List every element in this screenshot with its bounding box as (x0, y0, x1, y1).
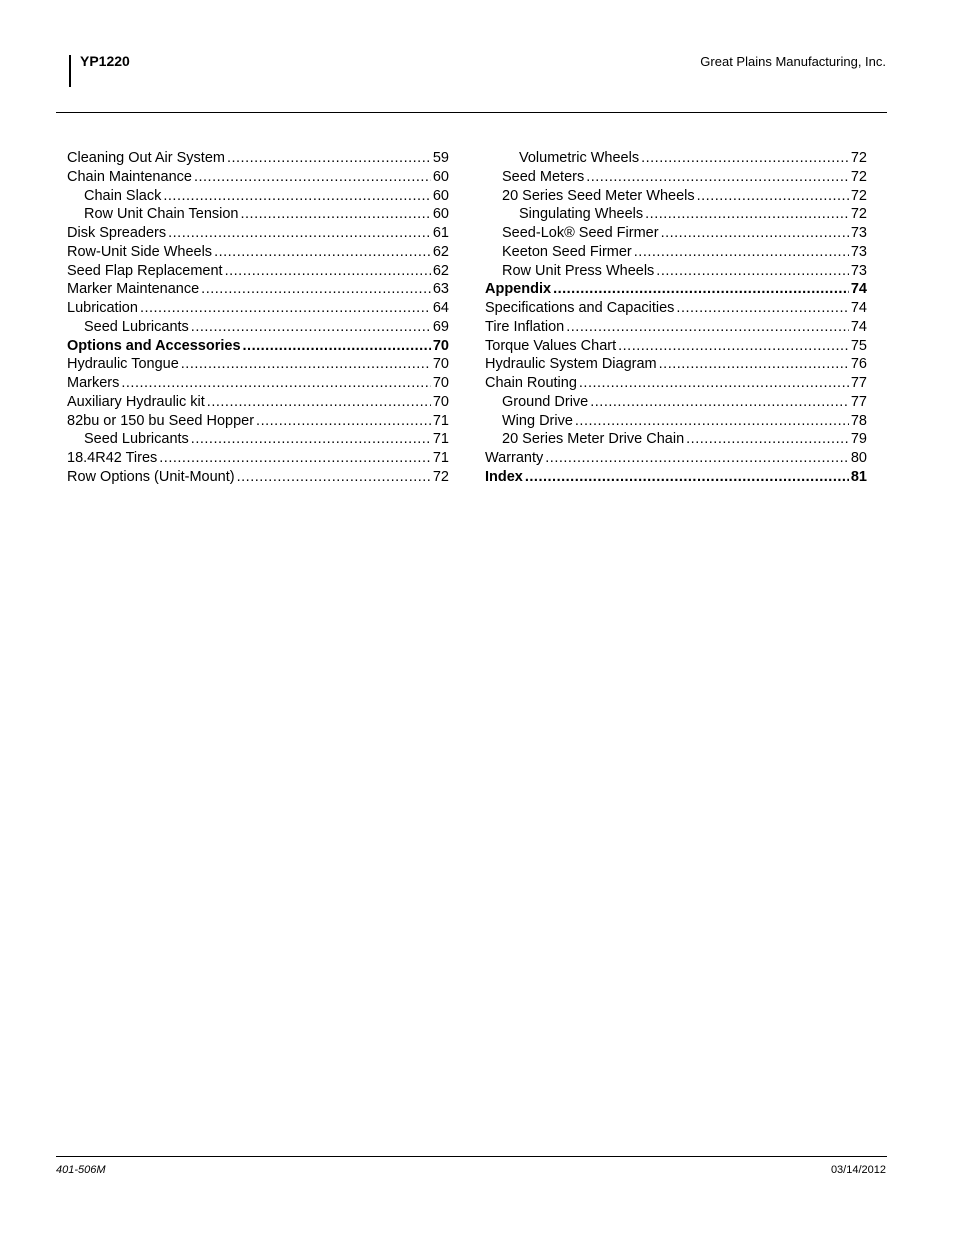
toc-entry[interactable] (485, 187, 867, 206)
toc-entry-title: Disk Spreaders (67, 225, 167, 241)
toc-entry-page: 72 (850, 187, 867, 204)
toc-entry[interactable] (67, 168, 449, 187)
toc-entry-title: Tire Inflation (485, 318, 565, 335)
toc-entry-title: Torque Values Chart (485, 337, 617, 354)
toc-entry-page: 62 (432, 243, 449, 260)
toc-entry[interactable] (485, 374, 867, 393)
toc-dot-leader (676, 299, 848, 318)
toc-entry-title: Seed Lubricants (84, 318, 189, 335)
toc-dot-leader (237, 468, 431, 487)
toc-entry[interactable] (485, 318, 867, 337)
toc-entry[interactable] (485, 243, 867, 262)
toc-entry[interactable] (67, 430, 449, 449)
toc-entry-page: 77 (850, 375, 867, 391)
toc-dot-leader (140, 299, 431, 318)
toc-entry-title: 18.4R42 Tires (67, 450, 158, 466)
toc-dot-leader (225, 262, 431, 281)
toc-dot-leader (201, 280, 431, 299)
header-margin-bar (69, 55, 71, 87)
toc-entry-title: Chain Maintenance (67, 168, 192, 185)
toc-dot-leader (121, 374, 430, 393)
toc-dot-leader (545, 449, 849, 468)
toc-dot-leader (194, 168, 431, 187)
toc-dot-leader (214, 243, 431, 262)
toc-entry[interactable] (67, 224, 449, 243)
toc-column-left (67, 149, 449, 487)
toc-dot-leader (586, 168, 849, 187)
toc-dot-leader (243, 337, 431, 356)
toc-entry-page: 59 (432, 150, 449, 166)
toc-entry[interactable] (67, 205, 449, 224)
toc-entry-title: Row Unit Chain Tension (84, 206, 239, 223)
toc-entry-page: 72 (850, 168, 867, 185)
toc-entry-page: 62 (432, 262, 449, 279)
toc-entry[interactable] (485, 430, 867, 449)
toc-entry-title: Appendix (485, 281, 552, 298)
toc-entry-page: 70 (432, 337, 449, 354)
toc-entry[interactable] (485, 262, 867, 281)
toc-entry-title: 20 Series Seed Meter Wheels (502, 187, 695, 204)
toc-entry[interactable] (485, 449, 867, 468)
toc-entry-title: Hydraulic Tongue (67, 356, 179, 373)
toc-entry-page: 71 (432, 412, 449, 429)
toc-entry[interactable] (485, 337, 867, 356)
toc-dot-leader (207, 393, 431, 412)
toc-entry-page: 61 (432, 225, 449, 241)
toc-entry-page: 70 (432, 393, 449, 410)
toc-entry-title: Row Unit Press Wheels (502, 262, 655, 279)
model-name: YP1220 (80, 53, 130, 69)
toc-entry[interactable] (485, 205, 867, 224)
toc-dot-leader (159, 449, 431, 468)
toc-entry-title: Wing Drive (502, 412, 573, 429)
toc-entry-page: 60 (432, 187, 449, 204)
document-number: 401-506M (56, 1164, 106, 1176)
toc-entry-page: 73 (850, 243, 867, 260)
toc-entry-title: Index (485, 468, 523, 485)
toc-column-right (485, 149, 867, 487)
toc-entry-title: Hydraulic System Diagram (485, 356, 657, 373)
toc-entry[interactable] (67, 262, 449, 281)
toc-entry-page: 69 (432, 318, 449, 335)
toc-entry[interactable] (67, 412, 449, 431)
document-date: 03/14/2012 (830, 1164, 886, 1176)
toc-entry-title: Chain Slack (84, 187, 162, 204)
toc-dot-leader (168, 224, 431, 243)
toc-entry-title: 20 Series Meter Drive Chain (502, 431, 685, 448)
toc-entry[interactable] (485, 412, 867, 431)
header-rule (56, 112, 887, 113)
toc-entry[interactable] (67, 337, 449, 356)
toc-entry[interactable] (485, 224, 867, 243)
toc-entry-title: Seed Flap Replacement (67, 262, 223, 279)
toc-entry[interactable] (67, 374, 449, 393)
toc-entry[interactable] (485, 468, 867, 487)
toc-entry-title: Ground Drive (502, 393, 589, 410)
toc-entry-page: 60 (432, 206, 449, 223)
toc-dot-leader (256, 412, 431, 431)
toc-entry[interactable] (67, 149, 449, 168)
footer-rule (56, 1156, 887, 1157)
toc-entry-page: 74 (850, 300, 867, 316)
toc-entry-title: Row-Unit Side Wheels (67, 243, 213, 260)
toc-entry-title: Seed-Lok® Seed Firmer (502, 225, 659, 241)
toc-entry-page: 74 (850, 318, 867, 335)
toc-entry-page: 64 (432, 300, 449, 316)
toc-entry[interactable] (67, 393, 449, 412)
toc-entry[interactable] (67, 468, 449, 487)
toc-entry-page: 79 (850, 431, 867, 448)
toc-dot-leader (191, 430, 431, 449)
toc-dot-leader (553, 280, 849, 299)
toc-entry-page: 70 (432, 356, 449, 373)
toc-entry-page: 60 (432, 168, 449, 185)
toc-entry[interactable] (67, 299, 449, 318)
toc-entry-title: 82bu or 150 bu Seed Hopper (67, 412, 255, 429)
toc-entry-title: Keeton Seed Firmer (502, 243, 632, 260)
toc-entry-page: 76 (850, 356, 867, 373)
toc-entry[interactable] (485, 168, 867, 187)
toc-dot-leader (181, 355, 431, 374)
toc-dot-leader (659, 355, 849, 374)
toc-entry-title: Warranty (485, 450, 544, 466)
toc-entry-title: Specifications and Capacities (485, 300, 675, 316)
toc-dot-leader (686, 430, 849, 449)
toc-entry[interactable] (485, 355, 867, 374)
toc-entry-title: Seed Lubricants (84, 431, 189, 448)
toc-entry-title: Marker Maintenance (67, 281, 200, 298)
toc-entry-title: Seed Meters (502, 168, 585, 185)
toc-entry-title: Lubrication (67, 300, 138, 316)
toc-entry[interactable] (67, 318, 449, 337)
toc-entry[interactable] (485, 393, 867, 412)
toc-dot-leader (191, 318, 431, 337)
toc-dot-leader (227, 149, 431, 168)
toc-entry-title: Options and Accessories (67, 337, 241, 354)
toc-entry-page: 78 (850, 412, 867, 429)
toc-entry-title: Auxiliary Hydraulic kit (67, 393, 205, 410)
toc-entry-page: 70 (432, 375, 449, 391)
toc-dot-leader (661, 224, 849, 243)
toc-entry-page: 63 (432, 281, 449, 298)
toc-entry-page: 80 (850, 450, 867, 466)
toc-entry-page: 81 (850, 468, 867, 485)
toc-entry-title: Row Options (Unit-Mount) (67, 468, 235, 485)
toc-dot-leader (641, 149, 849, 168)
toc-dot-leader (618, 337, 849, 356)
toc-entry[interactable] (67, 355, 449, 374)
toc-entry-page: 71 (432, 450, 449, 466)
toc-dot-leader (634, 243, 849, 262)
toc-dot-leader (656, 262, 849, 281)
toc-dot-leader (590, 393, 849, 412)
toc-entry-page: 71 (432, 431, 449, 448)
toc-entry-page: 72 (432, 468, 449, 485)
toc-entry-page: 72 (850, 206, 867, 223)
toc-entry-page: 73 (850, 225, 867, 241)
company-name: Great Plains Manufacturing, Inc. (700, 54, 886, 69)
toc-entry[interactable] (485, 299, 867, 318)
toc-dot-leader (697, 187, 849, 206)
toc-entry-title: Chain Routing (485, 375, 577, 391)
toc-entry[interactable] (485, 149, 867, 168)
toc-dot-leader (163, 187, 430, 206)
toc-dot-leader (525, 468, 849, 487)
toc-entry[interactable] (67, 187, 449, 206)
toc-entry[interactable] (485, 280, 867, 299)
toc-entry-page: 77 (850, 393, 867, 410)
toc-dot-leader (645, 205, 849, 224)
toc-entry-title: Singulating Wheels (519, 206, 644, 223)
toc-entry-page: 73 (850, 262, 867, 279)
toc-dot-leader (566, 318, 849, 337)
toc-dot-leader (240, 205, 430, 224)
toc-entry[interactable] (67, 449, 449, 468)
toc-dot-leader (579, 374, 849, 393)
toc-entry[interactable] (67, 243, 449, 262)
toc-entry-page: 74 (850, 281, 867, 298)
toc-entry-page: 72 (850, 150, 867, 166)
toc-entry[interactable] (67, 280, 449, 299)
toc-dot-leader (575, 412, 849, 431)
toc-entry-title: Markers (67, 375, 120, 391)
toc-entry-page: 75 (850, 337, 867, 354)
toc-entry-title: Cleaning Out Air System (67, 150, 225, 166)
toc-entry-title: Volumetric Wheels (519, 150, 640, 166)
